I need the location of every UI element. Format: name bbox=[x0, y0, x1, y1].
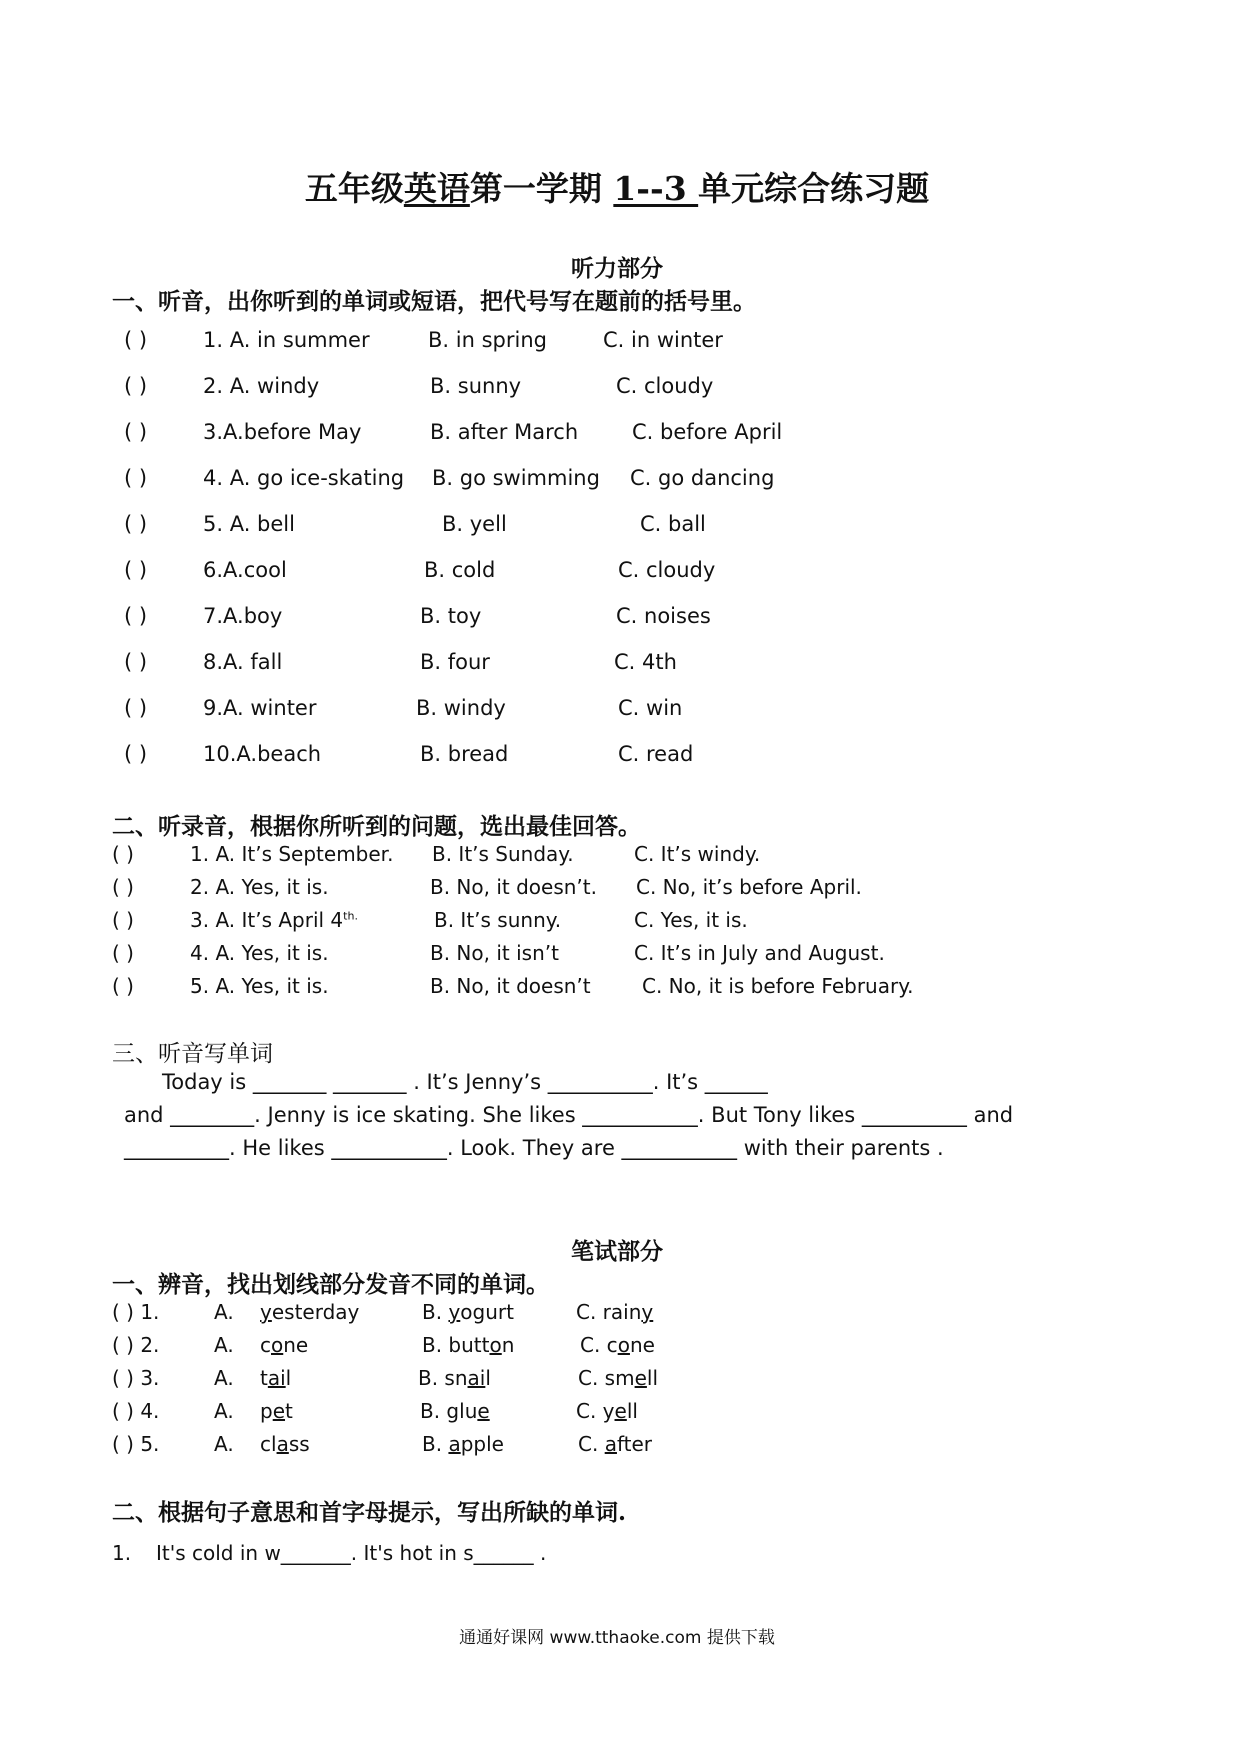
word-part: ne bbox=[283, 1333, 309, 1357]
ordinal-suffix: th. bbox=[343, 909, 358, 923]
underlined-letters: y bbox=[641, 1300, 654, 1324]
option-a-text: 3. A. It’s April 4 bbox=[190, 908, 344, 932]
option-c: C. Yes, it is. bbox=[634, 908, 748, 932]
answer-bracket: ( ) bbox=[124, 650, 148, 674]
answer-bracket: ( ) 2. bbox=[112, 1333, 160, 1357]
part1-heading: 一、听音，出你听到的单词或短语，把代号写在题前的括号里。 bbox=[112, 288, 756, 315]
option-a bbox=[260, 1300, 359, 1324]
underlined-letters: o bbox=[489, 1333, 502, 1357]
underlined-letters: ai bbox=[467, 1366, 486, 1390]
underlined-letters: a bbox=[276, 1432, 289, 1456]
answer-bracket: ( ) bbox=[112, 974, 134, 998]
option-a: 8.A. fall bbox=[203, 650, 283, 674]
option-a-text: 2. A. Yes, it is. bbox=[190, 875, 329, 899]
option-c: C. in winter bbox=[603, 328, 723, 352]
answer-bracket: ( ) 5. bbox=[112, 1432, 160, 1456]
part3-heading: 三、听音写单词 bbox=[112, 1041, 273, 1067]
word-part: ss bbox=[288, 1432, 310, 1456]
option-a bbox=[260, 1333, 308, 1357]
option-a: 9.A. winter bbox=[203, 696, 317, 720]
option-a: 1. A. in summer bbox=[203, 328, 370, 352]
option-a: 10.A.beach bbox=[203, 742, 322, 766]
cloze-line-2: and ________. Jenny is ice skating. She likes ___________. But Tony likes __________ and bbox=[124, 1103, 1014, 1127]
answer-bracket: ( ) bbox=[112, 875, 134, 899]
option-b: B. No, it isn’t bbox=[430, 941, 559, 965]
word-part: ll bbox=[646, 1366, 659, 1390]
underlined-letters: y bbox=[260, 1300, 272, 1324]
part3-cloze bbox=[124, 1066, 1124, 1165]
option-c: C. before April bbox=[632, 420, 783, 444]
option-c: C. No, it is before February. bbox=[642, 974, 914, 998]
option-c bbox=[578, 1366, 658, 1390]
option-c: C. ball bbox=[640, 512, 706, 536]
underlined-letters: a bbox=[448, 1432, 461, 1456]
option-a: 3.A.before May bbox=[203, 420, 362, 444]
option-a bbox=[190, 842, 393, 866]
option-a-text: 5. A. Yes, it is. bbox=[190, 974, 329, 998]
option-c bbox=[576, 1399, 638, 1423]
option-b: B. yell bbox=[442, 512, 507, 536]
option-c: C. noises bbox=[616, 604, 711, 628]
option-c: C. cloudy bbox=[618, 558, 716, 582]
option-c bbox=[576, 1300, 653, 1324]
item-number: 1. bbox=[112, 1541, 132, 1565]
word-part: n bbox=[501, 1333, 515, 1357]
option-b: B. It’s Sunday. bbox=[432, 842, 574, 866]
answer-bracket: ( ) 1. bbox=[112, 1300, 160, 1324]
option-c bbox=[578, 1432, 652, 1456]
word-part: C. sm bbox=[578, 1366, 635, 1390]
answer-bracket: ( ) bbox=[112, 908, 134, 932]
footer-text: 通通好课网 www.tthaoke.com 提供下载 bbox=[459, 1628, 775, 1648]
cloze-line-3: __________. He likes ___________. Look. They are ___________ with their parents . bbox=[124, 1136, 944, 1160]
option-label: A. bbox=[214, 1366, 234, 1390]
answer-bracket: ( ) bbox=[124, 696, 148, 720]
option-b: B. four bbox=[420, 650, 490, 674]
option-b: B. toy bbox=[420, 604, 482, 628]
option-b: B. cold bbox=[424, 558, 496, 582]
word-part: ogurt bbox=[460, 1300, 514, 1324]
option-label: A. bbox=[214, 1399, 234, 1423]
option-b: B. in spring bbox=[428, 328, 547, 352]
part2-heading: 二、听录音，根据你所听到的问题，选出最佳回答。 bbox=[112, 813, 641, 840]
word-part: B. bbox=[422, 1300, 449, 1324]
word-part: C. bbox=[578, 1432, 605, 1456]
word-part: B. glu bbox=[420, 1399, 478, 1423]
option-a bbox=[260, 1399, 293, 1423]
option-b: B. No, it doesn’t bbox=[430, 974, 591, 998]
answer-bracket: ( ) bbox=[124, 558, 148, 582]
word-part: B. bbox=[422, 1432, 449, 1456]
part5-heading: 二、根据句子意思和首字母提示，写出所缺的单词. bbox=[112, 1499, 627, 1526]
option-label: A. bbox=[214, 1300, 234, 1324]
word-part: pple bbox=[460, 1432, 504, 1456]
answer-bracket: ( ) bbox=[124, 328, 148, 352]
option-a-text: 4. A. Yes, it is. bbox=[190, 941, 329, 965]
underlined-letters: a bbox=[604, 1432, 617, 1456]
option-b bbox=[422, 1300, 514, 1324]
word-part: cl bbox=[260, 1432, 277, 1456]
option-c: C. cloudy bbox=[616, 374, 714, 398]
cloze-line-1: Today is _______ _______ . It’s Jenny’s __________. It’s ______ bbox=[162, 1070, 768, 1094]
underlined-letters: o bbox=[617, 1333, 630, 1357]
option-c: C. win bbox=[618, 696, 683, 720]
option-label: A. bbox=[214, 1432, 234, 1456]
underlined-letters: y bbox=[448, 1300, 461, 1324]
answer-bracket: ( ) bbox=[124, 604, 148, 628]
word-part: t bbox=[260, 1366, 268, 1390]
word-part: c bbox=[260, 1333, 271, 1357]
answer-bracket: ( ) bbox=[124, 420, 148, 444]
word-part: B. sn bbox=[418, 1366, 468, 1390]
word-part: C. c bbox=[580, 1333, 618, 1357]
written-section-title: 笔试部分 bbox=[571, 1238, 663, 1265]
underlined-letters: o bbox=[271, 1333, 284, 1357]
answer-bracket: ( ) bbox=[112, 941, 134, 965]
option-b: B. bread bbox=[420, 742, 509, 766]
option-b bbox=[418, 1366, 491, 1390]
option-a: 5. A. bell bbox=[203, 512, 295, 536]
option-c bbox=[580, 1333, 655, 1357]
option-c: C. 4th bbox=[614, 650, 677, 674]
word-part: B. butt bbox=[422, 1333, 490, 1357]
word-part: esterday bbox=[271, 1300, 360, 1324]
word-part: l bbox=[485, 1366, 491, 1390]
option-a bbox=[260, 1432, 310, 1456]
option-c: C. read bbox=[618, 742, 694, 766]
option-a: 4. A. go ice-skating bbox=[203, 466, 405, 490]
listening-section-title: 听力部分 bbox=[571, 255, 663, 282]
option-c: C. It’s in July and August. bbox=[634, 941, 885, 965]
option-b bbox=[422, 1333, 514, 1357]
part4-heading: 一、辨音，找出划线部分发音不同的单词。 bbox=[112, 1271, 549, 1298]
option-b bbox=[422, 1432, 504, 1456]
option-a bbox=[190, 941, 329, 965]
option-c: C. go dancing bbox=[630, 466, 775, 490]
underlined-letters: ai bbox=[267, 1366, 286, 1390]
underlined-letters: e bbox=[272, 1399, 286, 1423]
word-part: ne bbox=[629, 1333, 655, 1357]
answer-bracket: ( ) bbox=[124, 466, 148, 490]
option-b: B. after March bbox=[430, 420, 579, 444]
option-a bbox=[190, 974, 329, 998]
option-a bbox=[190, 875, 329, 899]
underlined-letters: e bbox=[614, 1399, 627, 1423]
option-a: 6.A.cool bbox=[203, 558, 287, 582]
answer-bracket: ( ) bbox=[112, 842, 134, 866]
underlined-letters: e bbox=[634, 1366, 647, 1390]
page-title: 五年级英语第一学期 1--3 单元综合练习题 bbox=[304, 169, 930, 208]
answer-bracket: ( ) 4. bbox=[112, 1399, 160, 1423]
option-c: C. No, it’s before April. bbox=[636, 875, 862, 899]
option-label: A. bbox=[214, 1333, 234, 1357]
item-sentence: It's cold in w_______. It's hot in s______ . bbox=[156, 1541, 547, 1565]
option-b bbox=[420, 1399, 490, 1423]
word-part: C. y bbox=[576, 1399, 615, 1423]
word-part: p bbox=[260, 1399, 273, 1423]
option-a: 7.A.boy bbox=[203, 604, 283, 628]
option-b: B. No, it doesn’t. bbox=[430, 875, 597, 899]
answer-bracket: ( ) bbox=[124, 742, 148, 766]
option-c: C. It’s windy. bbox=[634, 842, 761, 866]
answer-bracket: ( ) bbox=[124, 374, 148, 398]
option-a-text: 1. A. It’s September. bbox=[190, 842, 394, 866]
word-part: t bbox=[285, 1399, 293, 1423]
word-part: ll bbox=[626, 1399, 638, 1423]
option-b: B. sunny bbox=[430, 374, 522, 398]
word-part: C. rain bbox=[576, 1300, 642, 1324]
option-b: B. windy bbox=[416, 696, 506, 720]
answer-bracket: ( ) bbox=[124, 512, 148, 536]
word-part: fter bbox=[616, 1432, 653, 1456]
option-a bbox=[190, 908, 358, 932]
option-a: 2. A. windy bbox=[203, 374, 320, 398]
answer-bracket: ( ) 3. bbox=[112, 1366, 160, 1390]
option-b: B. It’s sunny. bbox=[434, 908, 562, 932]
option-b: B. go swimming bbox=[432, 466, 600, 490]
word-part: l bbox=[285, 1366, 292, 1390]
underlined-letters: e bbox=[477, 1399, 490, 1423]
option-a bbox=[260, 1366, 291, 1390]
